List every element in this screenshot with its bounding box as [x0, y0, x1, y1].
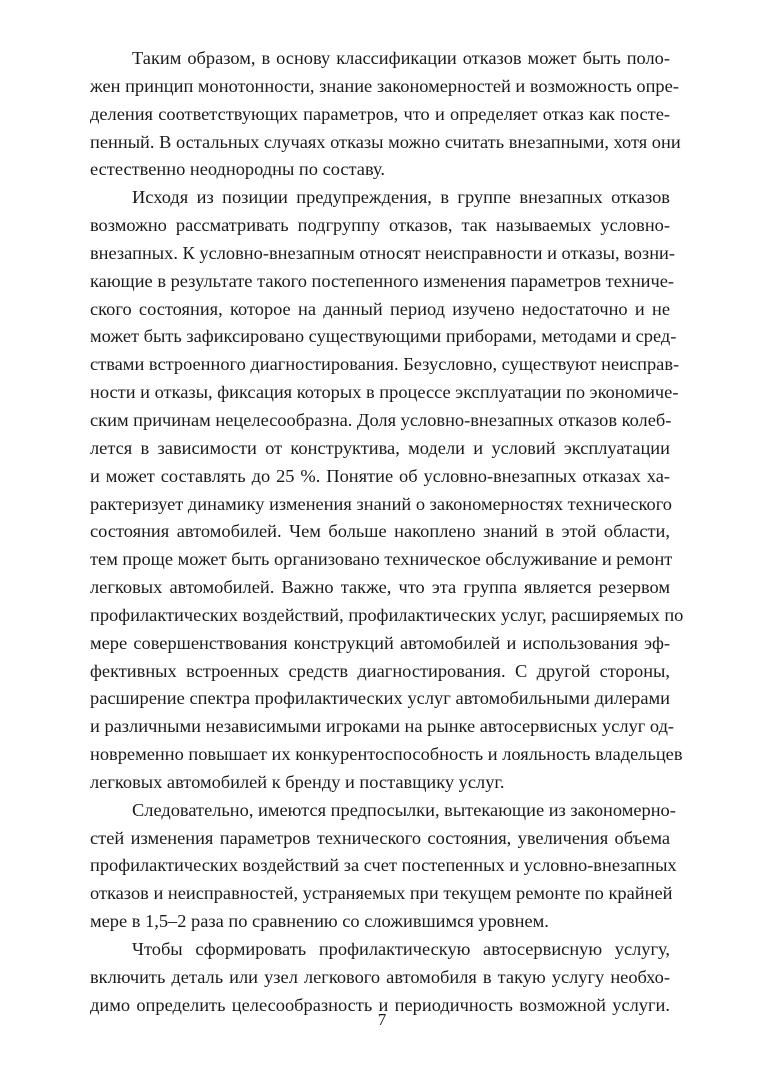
text-line: ским причинам нецелесообразна. Доля условно-внезапных отказов колеб- — [90, 409, 672, 430]
paragraph-1 — [90, 45, 681, 184]
text-line: может быть зафиксировано существующими приборами, методами и сред- — [90, 326, 677, 347]
text-line: пенный. В остальных случаях отказы можно считать внезапными, хотя они — [90, 131, 681, 152]
text-line: деления соответствующих параметров, что и определяет отказ как посте- — [90, 103, 670, 124]
text-line: Таким образом, в основу классификации отказов может быть поло- — [132, 48, 670, 68]
text-line: кающие в результате такого постепенного изменения параметров техниче- — [90, 270, 675, 291]
text-line: тем проще может быть организовано техническое обслуживание и ремонт — [90, 549, 673, 570]
text-line: Чтобы сформировать профилактическую автосервисную услугу, — [132, 939, 670, 959]
text-line: легковых автомобилей. Важно также, что эта группа является резервом — [90, 577, 670, 598]
text-line: профилактических воздействий за счет постепенных и условно-внезапных — [90, 855, 677, 876]
paragraph-4 — [90, 936, 670, 1020]
text-line: Исходя из позиции предупреждения, в группе внезапных отказов — [132, 187, 670, 208]
text-line: лется в зависимости от конструктива, модели и условий эксплуатации — [90, 437, 670, 458]
paragraph-2 — [90, 184, 684, 797]
text-line: мере в 1,5–2 раза по сравнению со сложившимся уровнем. — [90, 911, 549, 932]
document-page — [90, 45, 684, 1020]
text-line: фективных встроенных средств диагностирования. С другой стороны, — [90, 660, 670, 681]
text-line: ности и отказы, фиксация которых в процессе эксплуатации по экономиче- — [90, 382, 679, 403]
text-line: внезапных. К условно-внезапным относят неисправности и отказы, возни- — [90, 242, 675, 263]
text-line: и может составлять до 25 %. Понятие об условно-внезапных отказах ха- — [90, 465, 670, 486]
text-line: включить деталь или узел легкового автомобиля в такую услугу необхо- — [90, 966, 670, 987]
text-line: димо определить целесообразность и периодичность возможной услуги. — [90, 994, 670, 1015]
text-line: новременно повышает их конкурентоспособность и лояльность владельцев — [90, 744, 683, 765]
text-line: легковых автомобилей к бренду и поставщику услуг. — [90, 771, 505, 792]
text-line: отказов и неисправностей, устраняемых при текущем ремонте по крайней — [90, 883, 673, 904]
page-number: 7 — [377, 1010, 387, 1029]
text-line: ствами встроенного диагностирования. Безусловно, существуют неисправ- — [90, 354, 680, 375]
text-line: расширение спектра профилактических услуг автомобильными дилерами — [90, 688, 670, 709]
text-line: стей изменения параметров технического состояния, увеличения объема — [90, 827, 670, 848]
text-line: и различными независимыми игроками на рынке автосервисных услуг од- — [90, 716, 675, 737]
paragraph-3 — [90, 797, 677, 936]
text-line: жен принцип монотонности, знание закономерностей и возможность опре- — [90, 75, 679, 96]
text-line: Следовательно, имеются предпосылки, вытекающие из закономерно- — [132, 799, 676, 820]
text-line: естественно неоднородны по составу. — [90, 159, 385, 180]
text-line: состояния автомобилей. Чем больше накоплено знаний в этой области, — [90, 521, 670, 542]
text-line: возможно рассматривать подгруппу отказов, так называемых условно- — [90, 215, 670, 236]
text-line: профилактических воздействий, профилактических услуг, расширяемых по — [90, 604, 684, 625]
text-line: рактеризует динамику изменения знаний о закономерностях технического — [90, 493, 672, 514]
text-line: ского состояния, которое на данный период изучено недостаточно и не — [90, 298, 670, 319]
text-line: мере совершенствования конструкций автомобилей и использования эф- — [90, 632, 670, 653]
